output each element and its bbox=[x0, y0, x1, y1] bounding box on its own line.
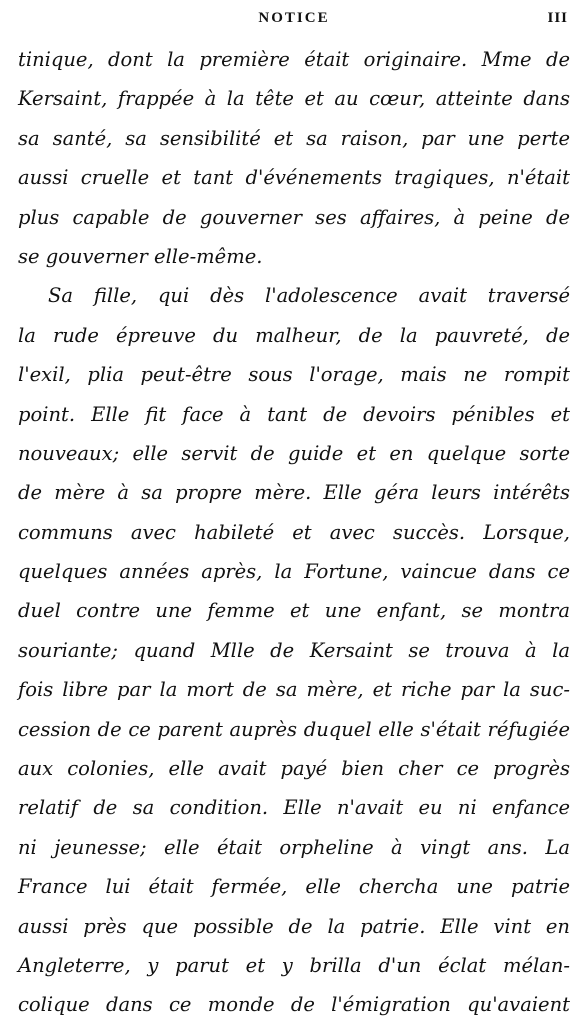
text-line: nouveaux; elle servit de guide et en quelque sorte bbox=[18, 441, 570, 465]
text-line: aussi près que possible de la patrie. Elle vint en bbox=[18, 914, 570, 938]
text-line: France lui était fermée, elle chercha une patrie bbox=[18, 875, 570, 899]
text-line: duel contre une femme et une enfant, se montra bbox=[18, 599, 570, 623]
running-head bbox=[20, 10, 568, 30]
text-line: point. Elle fit face à tant de devoirs pénibles et bbox=[18, 402, 570, 426]
text-line: aussi cruelle et tant d'événements tragiques, n'était bbox=[18, 166, 570, 190]
text-line: aux colonies, elle avait payé bien cher ce progrès bbox=[18, 757, 570, 781]
text-line: Kersaint, frappée à la tête et au cœur, atteinte dans bbox=[18, 87, 570, 111]
text-line: colique dans ce monde de l'émigration qu'avaient bbox=[18, 993, 570, 1017]
paragraph bbox=[18, 276, 570, 1024]
text-line: cession de ce parent auprès duquel elle s'était réfugiée bbox=[18, 717, 570, 741]
running-title: NOTICE bbox=[258, 10, 330, 26]
body-text bbox=[18, 40, 570, 1025]
paragraph bbox=[18, 40, 570, 276]
text-line: tinique, dont la première était originaire. Mme de bbox=[18, 48, 570, 71]
text-line: communs avec habileté et avec succès. Lorsque, bbox=[18, 520, 570, 544]
text-line: relatif de sa condition. Elle n'avait eu ni enfance bbox=[18, 796, 570, 820]
page-number: III bbox=[547, 10, 568, 26]
text-line: plus capable de gouverner ses affaires, à peine de bbox=[18, 205, 570, 229]
text-line: l'exil, plia peut-être sous l'orage, mais ne rompit bbox=[18, 363, 570, 387]
text-line: la rude épreuve du malheur, de la pauvreté, de bbox=[18, 323, 570, 347]
text-line: ni jeunesse; elle était orpheline à vingt ans. La bbox=[18, 835, 570, 859]
text-line: souriante; quand Mlle de Kersaint se trouva à la bbox=[18, 638, 570, 662]
text-line: se gouverner elle-même. bbox=[18, 244, 263, 268]
text-line: Angleterre, y parut et y brilla d'un éclat mélan- bbox=[18, 953, 570, 977]
text-line: sa santé, sa sensibilité et sa raison, par une perte bbox=[18, 126, 570, 150]
text-line: fois libre par la mort de sa mère, et riche par la suc- bbox=[18, 678, 570, 702]
text-line: de mère à sa propre mère. Elle géra leurs intérêts bbox=[18, 481, 570, 505]
text-line: quelques années après, la Fortune, vaincue dans ce bbox=[18, 560, 570, 584]
text-line: Sa fille, qui dès l'adolescence avait traversé bbox=[48, 284, 570, 308]
